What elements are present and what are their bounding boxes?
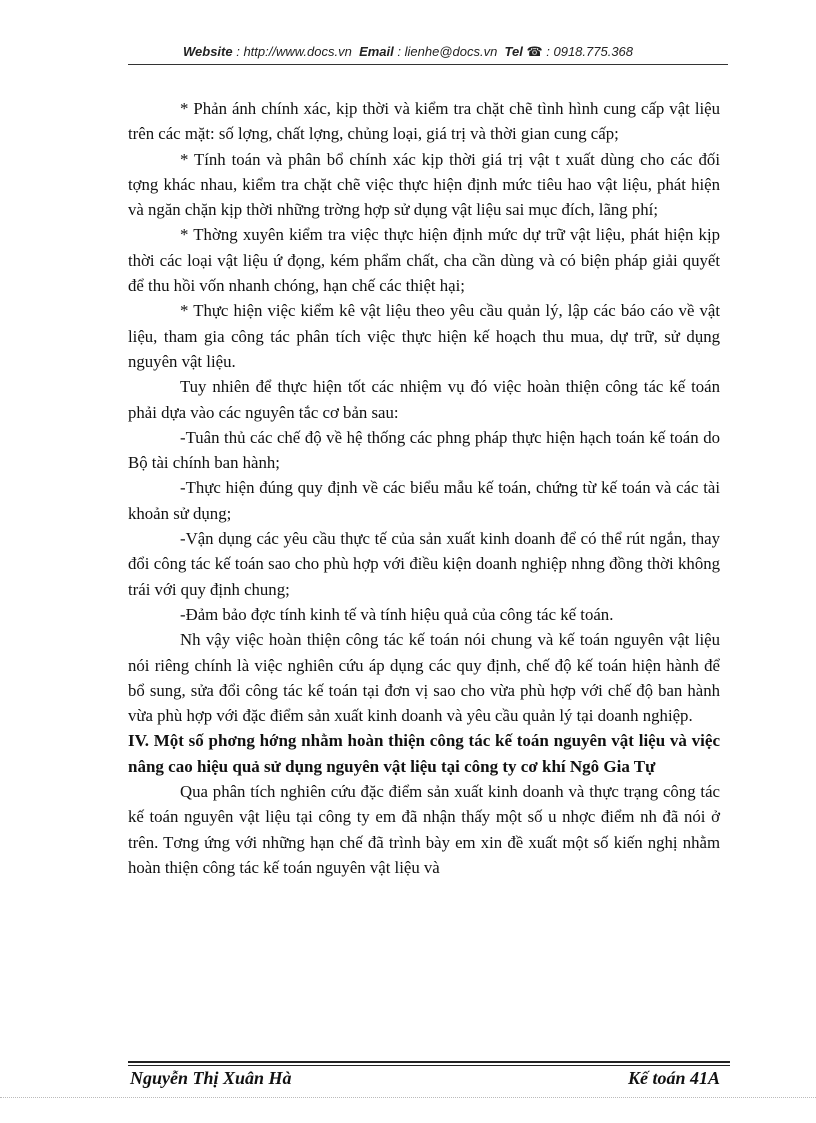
paragraph: Nh vậy việc hoàn thiện công tác kế toán nói chung và kế toán nguyên vật liệu nói riêng chính là việc nghiên cứu áp dụng các quy định, chế độ kế toán hiện hành để bổ sung, sửa đổi công tác kế toán tại đơn vị sao cho vừa phù hợp với chế độ ban hành vừa phù hợp với đặc điểm sản xuất kinh doanh và yêu cầu quản lý tại doanh nghiệp. [128, 630, 720, 726]
website-value: : http://www.docs.vn [236, 44, 352, 59]
paragraph: -Tuân thủ các chế độ về hệ thống các phng pháp thực hiện hạch toán kế toán do Bộ tài chính ban hành; [128, 427, 720, 473]
paragraph: -Thực hiện đúng quy định về các biểu mẫu kế toán, chứng từ kế toán và các tài khoản sử dụng; [128, 478, 720, 523]
website-label: Website [182, 44, 233, 59]
footer-author: Nguyễn Thị Xuân Hà [130, 1068, 292, 1088]
footer-divider-thin [128, 1065, 730, 1066]
paragraph: -Vận dụng các yêu cầu thực tế của sản xuất kinh doanh để có thể rút ngắn, thay đổi công tác kế toán sao cho phù hợp với điều kiện doanh nghiệp nhng đồng thời không trái với quy định chung; [128, 529, 720, 599]
email-value: : lienhe@docs.vn [397, 44, 498, 59]
paragraph: Qua phân tích nghiên cứu đặc điểm sản xuất kinh doanh và thực trạng công tác kế toán nguyên vật liệu tại công ty em đã nhận thấy một số u nhợc điểm nh đã nói ở trên. Tơng ứng với những hạn chế đã trình bày em xin đề xuất một số kiến nghị nhằm hoàn thiện công tác kế toán nguyên vật liệu và [128, 782, 720, 877]
page-header [0, 44, 816, 60]
footer-class: Kế toán 41A [627, 1068, 720, 1088]
paragraph: -Đảm bảo đợc tính kinh tế và tính hiệu quả của công tác kế toán. [180, 604, 614, 624]
paragraph: Tuy nhiên để thực hiện tốt các nhiệm vụ đó việc hoàn thiện công tác kế toán phải dựa vào các nguyên tắc cơ bản sau: [128, 377, 720, 422]
page-edge-dotted [0, 1097, 816, 1098]
paragraph: * Thờng xuyên kiểm tra việc thực hiện định mức dự trữ vật liệu, phát hiện kịp thời các loại vật liệu ứ đọng, kém phẩm chất, cha cần dùng và có biện pháp giải quyết để thu hồi vốn nhanh chóng, hạn chế các thiệt hại; [128, 225, 720, 296]
footer-divider [128, 1061, 730, 1063]
header-divider [128, 64, 728, 65]
section-heading: IV. Một số phơng hớng nhằm hoàn thiện công tác kế toán nguyên vật liệu và việc nâng cao hiệu quả sử dụng nguyên vật liệu tại công ty cơ khí Ngô Gia Tự [128, 731, 720, 776]
tel-value: : 0918.775.368 [546, 44, 634, 59]
paragraph: * Tính toán và phân bổ chính xác kịp thời giá trị vật t xuất dùng cho các đối tợng khác nhau, kiểm tra chặt chẽ việc thực hiện định mức tiêu hao vật liệu, phát hiện và ngăn chặn kịp thời những trờng hợp sử dụng vật liệu sai mục đích, lãng phí; [128, 149, 720, 220]
paragraph: * Thực hiện việc kiểm kê vật liệu theo yêu cầu quản lý, lập các báo cáo về vật liệu, tham gia công tác phân tích việc thực hiện kế hoạch thu mua, dự trữ, sử dụng nguyên vật liệu. [128, 301, 720, 371]
email-label: Email [359, 44, 394, 59]
document-body [128, 96, 720, 880]
paragraph: * Phản ánh chính xác, kịp thời và kiểm tra chặt chẽ tình hình cung cấp vật liệu trên các mặt: số lợng, chất lợng, chủng loại, giá trị và thời gian cung cấp; [128, 99, 720, 144]
tel-label: Tel ☎ [504, 44, 543, 59]
